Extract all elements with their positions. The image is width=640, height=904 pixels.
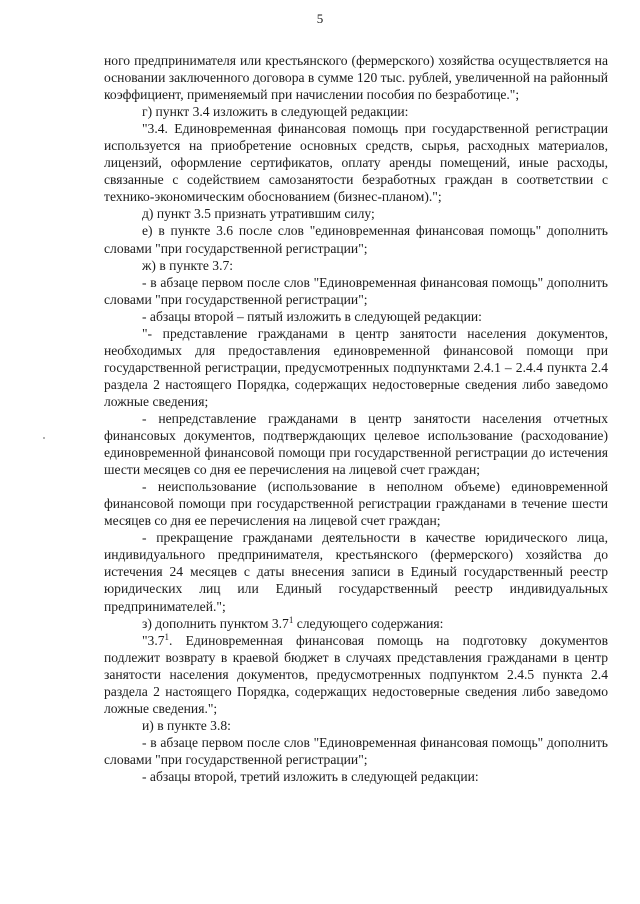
paragraph bbox=[104, 478, 608, 529]
paragraph-text-cont: следующего содержания: bbox=[293, 615, 444, 631]
paragraph bbox=[104, 734, 608, 768]
paragraph bbox=[104, 632, 608, 717]
paragraph-text: - неиспользование (использование в неполном объеме) единовременной финансовой помощи при государственной регистрации гражданами в течение шести месяцев со дня ее перечисления на лицевой счет граждан; bbox=[104, 479, 608, 529]
superscript: 1 bbox=[164, 631, 170, 642]
paragraph bbox=[104, 529, 608, 614]
paragraph-text: "3.4. Единовременная финансовая помощь при государственной регистрации используется на приобретение основных средств, сырья, расходных материалов, лицензий, оформление сертификатов, оплату аренды помещений, иные расходы, связанные с содействием самозанятости безработных граждан в соответствии с технико-экономическим обоснованием (бизнес-планом)."; bbox=[104, 121, 608, 205]
paragraph-text: - непредставление гражданами в центр занятости населения отчетных финансовых документов, подтверждающих целевое использование (расходование) единовременной финансовой помощи при государственной регистрации до истечения шести месяцев со дня ее перечисления на лицевой счет граждан; bbox=[104, 410, 608, 478]
scan-speck bbox=[43, 437, 45, 439]
paragraph-text: ж) в пункте 3.7: bbox=[142, 257, 234, 273]
paragraph bbox=[104, 103, 608, 120]
paragraph-text: е) в пункте 3.6 после слов "единовременная финансовая помощь" дополнить словами "при государственной регистрации"; bbox=[104, 223, 608, 256]
paragraph bbox=[104, 717, 608, 734]
page-number: 5 bbox=[316, 11, 324, 26]
paragraph bbox=[104, 52, 608, 103]
paragraph-text: "3.7 bbox=[142, 632, 165, 648]
paragraph bbox=[104, 257, 608, 274]
paragraph bbox=[104, 308, 608, 325]
paragraph bbox=[104, 120, 608, 205]
paragraph-text: - прекращение гражданами деятельности в качестве юридического лица, индивидуального предпринимателя, крестьянского (фермерского) хозяйства до истечения 24 месяцев с даты внесения записи в Единый государственный реестр юридических лиц или Единый государственный реестр индивидуальных предпринимателей."; bbox=[104, 530, 608, 614]
paragraph-text: - в абзаце первом после слов "Единовременная финансовая помощь" дополнить словами "при государственной регистрации"; bbox=[104, 734, 608, 767]
superscript: 1 bbox=[288, 614, 294, 625]
document-body bbox=[104, 52, 608, 785]
paragraph bbox=[104, 615, 608, 632]
paragraph-text: - в абзаце первом после слов "Единовременная финансовая помощь" дополнить словами "при государственной регистрации"; bbox=[104, 274, 608, 307]
paragraph-text: д) пункт 3.5 признать утратившим силу; bbox=[142, 206, 375, 222]
paragraph bbox=[104, 325, 608, 410]
paragraph bbox=[104, 222, 608, 256]
paragraph-text: - абзацы второй, третий изложить в следующей редакции: bbox=[142, 768, 479, 784]
paragraph-text: ного предпринимателя или крестьянского (фермерского) хозяйства осуществляется на основании заключенного договора в сумме 120 тыс. рублей, увеличенной на районный коэффициент, применяемый при начислении пособия по безработице."; bbox=[104, 53, 608, 103]
paragraph-text: и) в пункте 3.8: bbox=[142, 717, 231, 733]
paragraph-text: - абзацы второй – пятый изложить в следующей редакции: bbox=[142, 308, 482, 324]
paragraph bbox=[104, 768, 608, 785]
paragraph bbox=[104, 410, 608, 478]
paragraph bbox=[104, 274, 608, 308]
paragraph-text: "- представление гражданами в центр занятости населения документов, необходимых для предоставления единовременной финансовой помощи при государственной регистрации, предусмотренных подпунктами 2.4.1 – 2.4.4 пункта 2.4 раздела 2 настоящего Порядка, содержащих недостоверные сведения либо заведомо ложные сведения; bbox=[104, 325, 608, 409]
paragraph-text: г) пункт 3.4 изложить в следующей редакции: bbox=[142, 104, 409, 120]
paragraph-text-cont: . Единовременная финансовая помощь на подготовку документов подлежит возврату в краевой бюджет в случаях представления гражданами в центр занятости населения документов, предусмотренных подпунктом 2.4.5 пункта 2.4 раздела 2 настоящего Порядка, содержащих недостоверные сведения либо заведомо ложные сведения."; bbox=[104, 632, 608, 716]
paragraph-text: з) дополнить пунктом 3.7 bbox=[142, 615, 289, 631]
paragraph bbox=[104, 205, 608, 222]
